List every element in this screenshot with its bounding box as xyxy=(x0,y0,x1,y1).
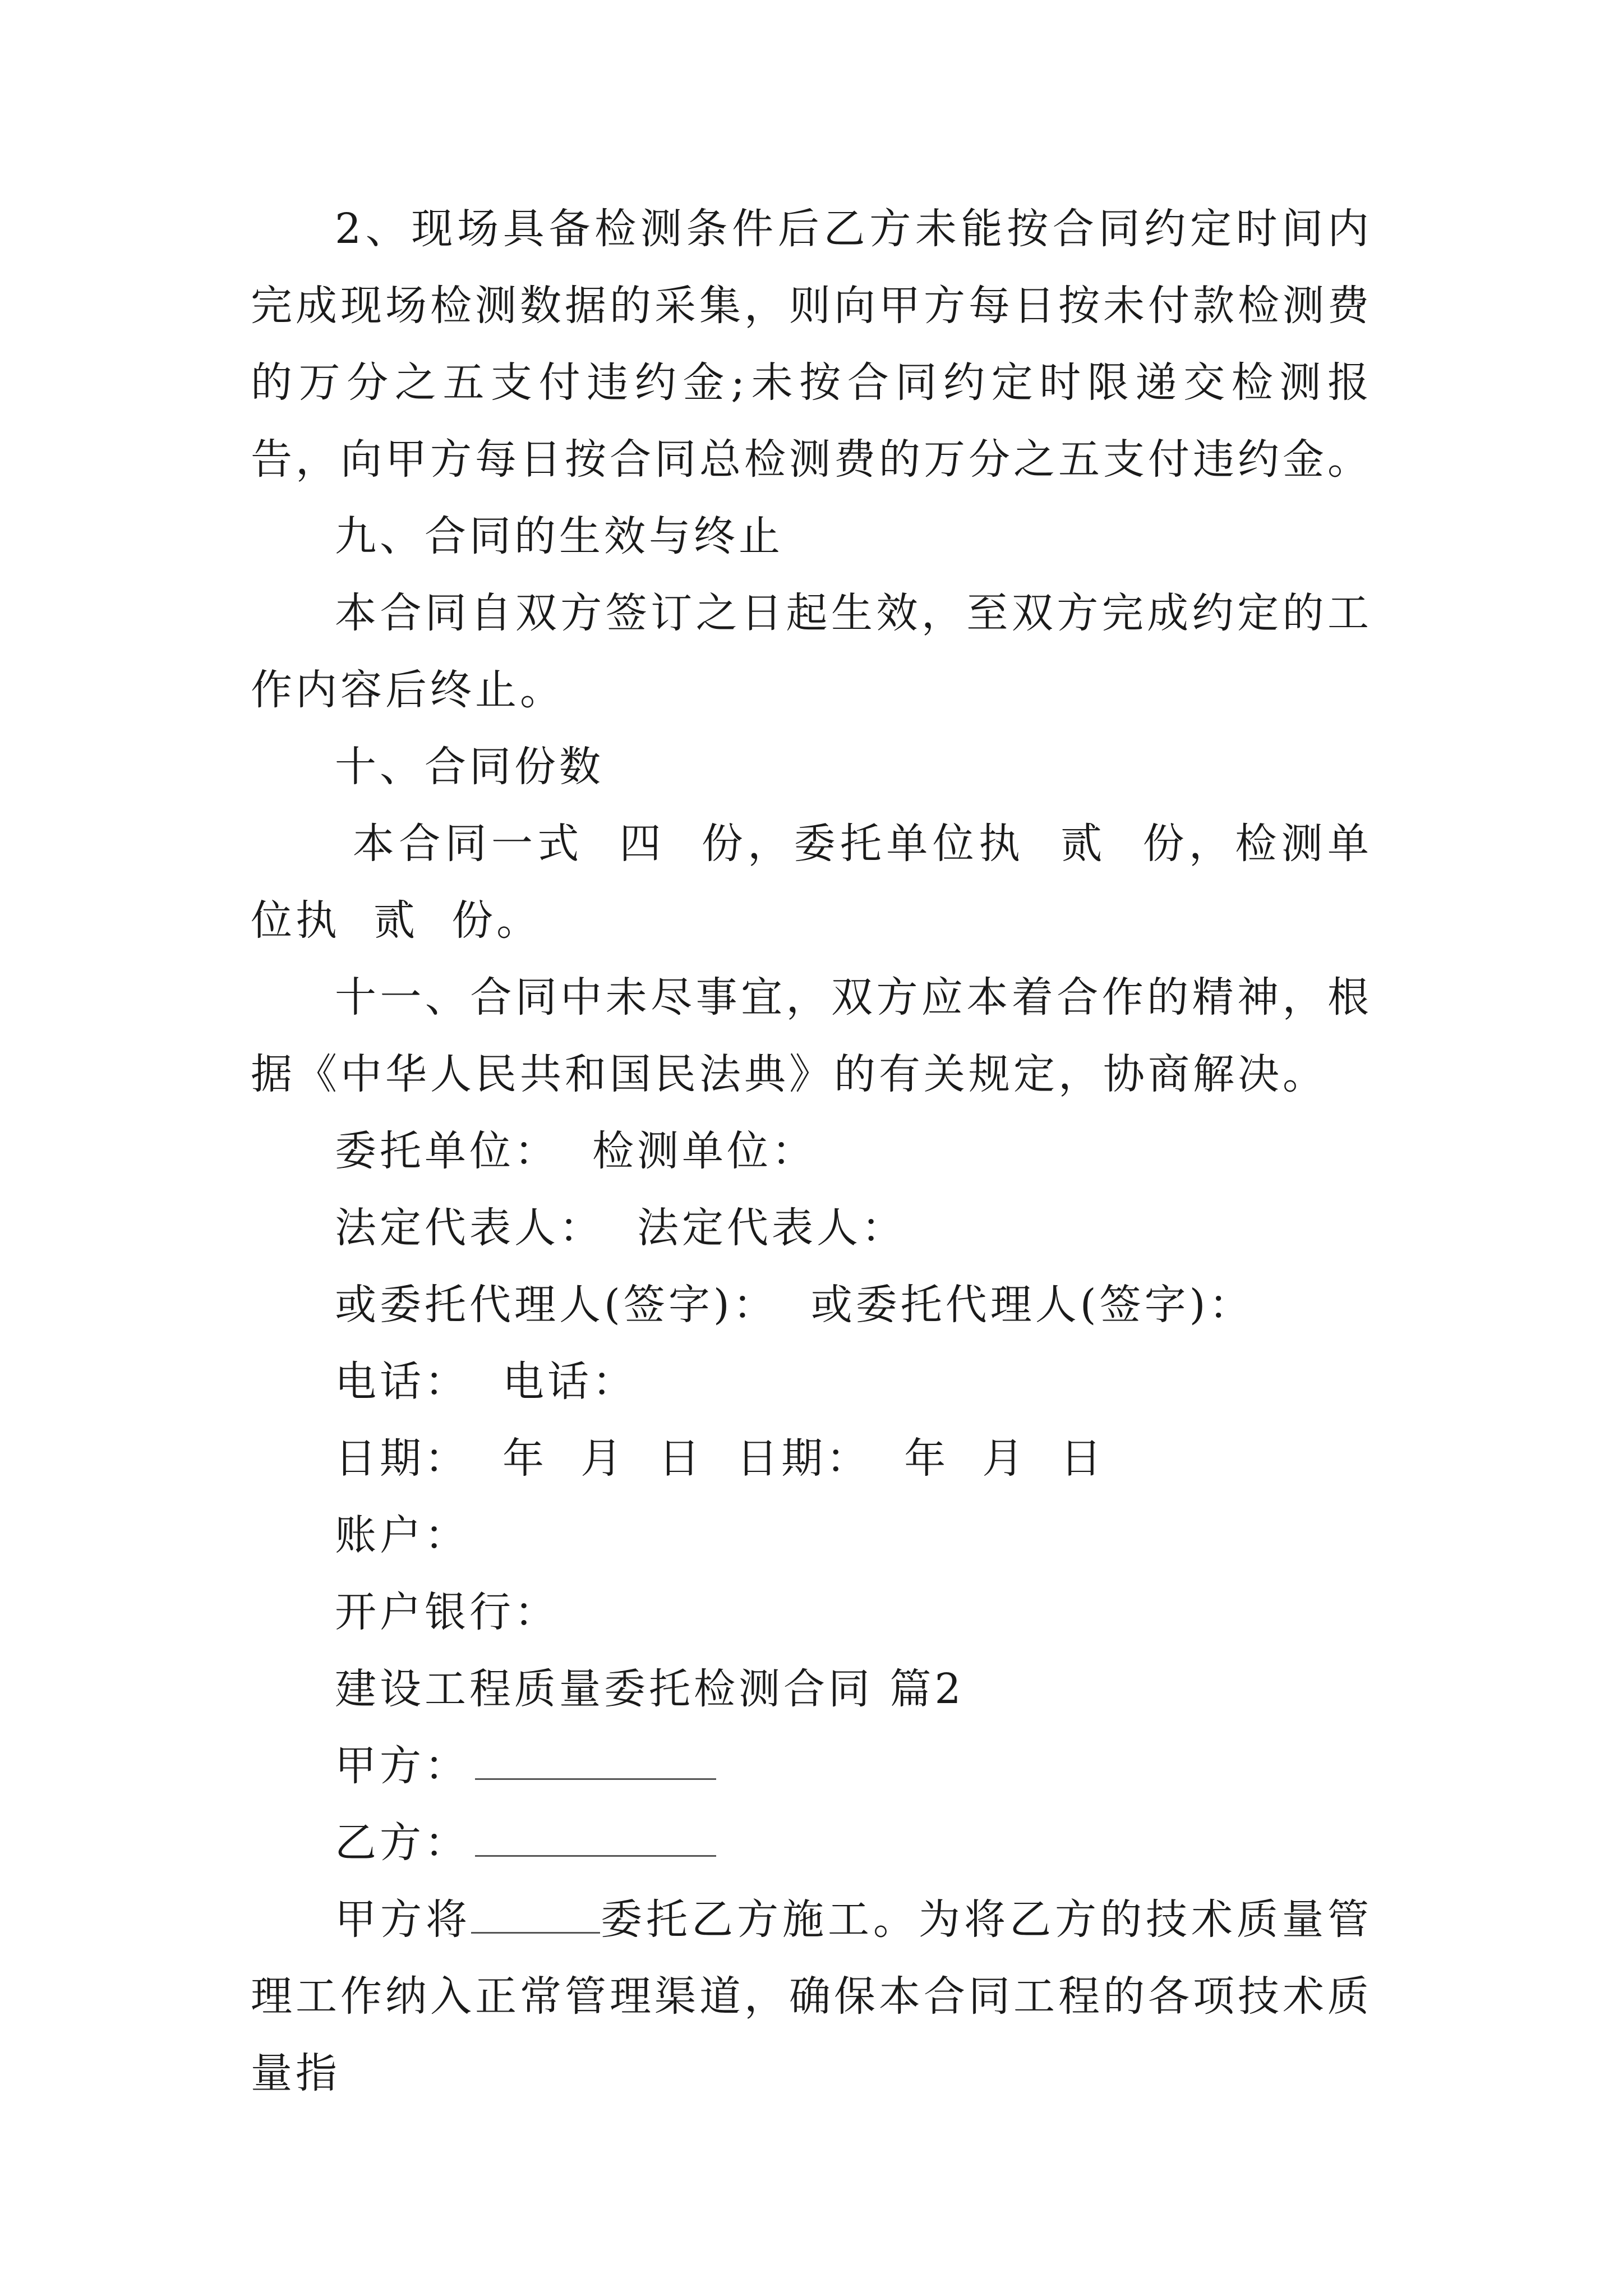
document-body xyxy=(251,191,1372,2112)
signature-line-legal-rep: 法定代表人： 法定代表人： xyxy=(335,1204,907,1252)
party-b-label: 乙方： xyxy=(335,1819,469,1867)
signature-line-bank: 开户银行： xyxy=(335,1588,559,1636)
paragraph-section-11: 十一、合同中未尽事宜，双方应本着合作的精神，根据《中华人民共和国民法典》的有关规定，协商解决。 xyxy=(251,973,1372,1098)
paragraph-closing xyxy=(251,1881,1372,2112)
signature-line-account: 账户： xyxy=(335,1511,469,1559)
paragraph-late-penalty: 2、现场具备检测条件后乙方未能按合同约定时间内完成现场检测数据的采集，则向甲方每日按未付款检测费的万分之五支付违约金;未按合同约定时限递交检测报告，向甲方每日按合同总检测费的万分之五支付违约金。 xyxy=(251,205,1372,484)
closing-part-1: 甲方将 xyxy=(335,1895,471,1944)
party-b-line xyxy=(251,1805,1372,1881)
paragraph-copies: 本合同一式 四 份，委托单位执 贰 份，检测单位执 贰 份。 xyxy=(251,820,1372,945)
closing-part-2: 委托乙方施工。为将乙方的技术质量管理工作纳入正常管理渠道，确保本合同工程的各项技术质量指 xyxy=(251,1895,1372,2097)
heading-section-10: 十、合同份数 xyxy=(335,743,604,791)
project-blank xyxy=(471,1897,600,1934)
party-a-label: 甲方： xyxy=(335,1742,469,1790)
party-a-blank xyxy=(475,1743,716,1780)
paragraph-effectiveness: 本合同自双方签订之日起生效，至双方完成约定的工作内容后终止。 xyxy=(251,589,1372,714)
party-a-line xyxy=(251,1728,1372,1805)
section-2-title: 建设工程质量委托检测合同 篇2 xyxy=(335,1665,965,1713)
signature-line-entrusting-unit: 委托单位： 检测单位： xyxy=(335,1127,817,1175)
signature-line-phone: 电话： 电话： xyxy=(335,1358,638,1406)
signature-line-agent: 或委托代理人(签字)： 或委托代理人(签字)： xyxy=(335,1281,1254,1329)
signature-line-date: 日期： 年 月 日 日期： 年 月 日 xyxy=(335,1434,1105,1483)
party-b-blank xyxy=(475,1820,716,1857)
heading-section-9: 九、合同的生效与终止 xyxy=(335,512,783,560)
